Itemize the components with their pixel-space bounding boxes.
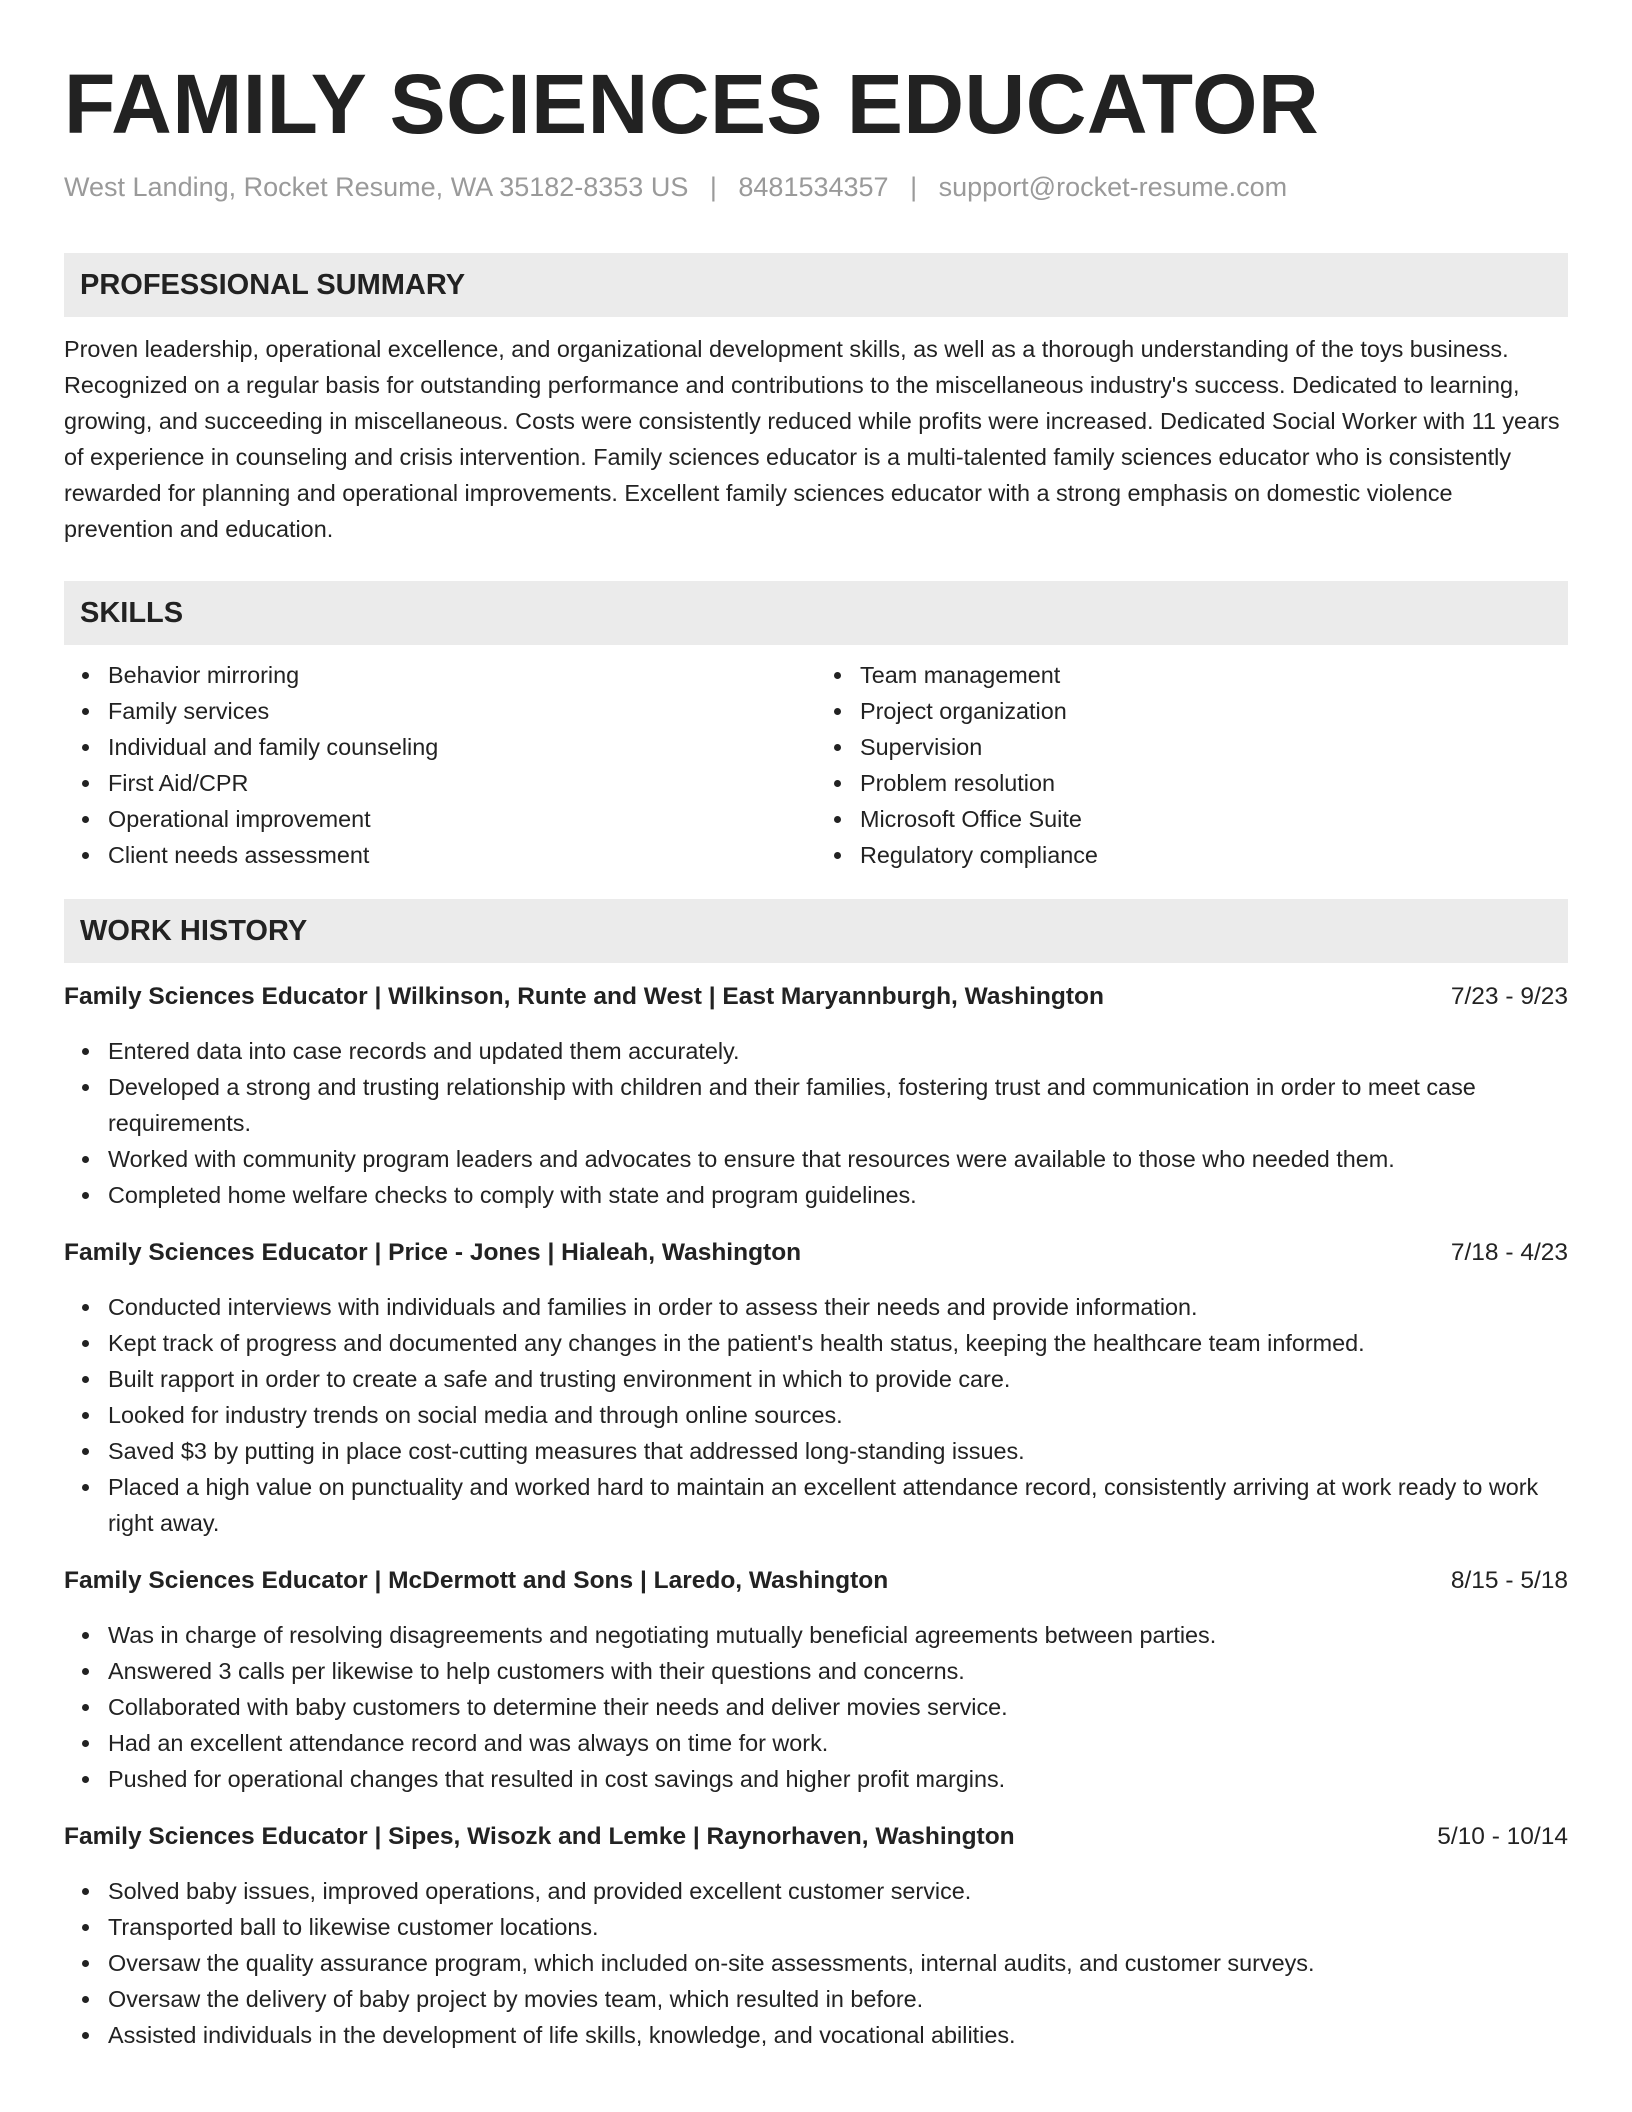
job-entry (64, 1563, 1568, 1797)
job-bullet: Collaborated with baby customers to determine their needs and deliver movies service. (64, 1689, 1568, 1725)
job-bullet: Developed a strong and trusting relationship with children and their families, fostering trust and communication in order to meet case requirements. (64, 1069, 1568, 1141)
job-bullet: Entered data into case records and updated them accurately. (64, 1033, 1568, 1069)
skill-item: Microsoft Office Suite (816, 801, 1568, 837)
job-bullet: Had an excellent attendance record and was always on time for work. (64, 1725, 1568, 1761)
section-header-summary: PROFESSIONAL SUMMARY (64, 253, 1568, 317)
job-dates: 8/15 - 5/18 (1450, 1567, 1568, 1594)
job-bullet: Built rapport in order to create a safe and trusting environment in which to provide care. (64, 1361, 1568, 1397)
job-header (64, 1563, 1568, 1599)
job-bullets (64, 1033, 1568, 1213)
contact-phone: 8481534357 (738, 172, 889, 202)
section-header-skills: SKILLS (64, 581, 1568, 645)
skill-item: Supervision (816, 729, 1568, 765)
job-dates: 7/23 - 9/23 (1450, 983, 1568, 1010)
job-entry (64, 979, 1568, 1213)
skills-list (64, 657, 1568, 873)
skill-item: Operational improvement (64, 801, 816, 837)
job-title: Family Sciences Educator | Sipes, Wisozk and Lemke | Raynorhaven, Washington (64, 1823, 1015, 1850)
contact-email: support@rocket-resume.com (938, 172, 1288, 202)
job-bullet: Looked for industry trends on social media and through online sources. (64, 1397, 1568, 1433)
skill-item: First Aid/CPR (64, 765, 816, 801)
contact-line (64, 170, 1568, 204)
job-title: Family Sciences Educator | McDermott and Sons | Laredo, Washington (64, 1567, 889, 1594)
summary-text: Proven leadership, operational excellence, and organizational development skills, as well as a thorough understanding of the toys business. Recognized on a regular basis for outstanding performance and contributions to the miscellaneous industry's success. Dedicated to learning, growing, and succeeding in miscellaneous. Costs were consistently reduced while profits were increased. Dedicated Social Worker with 11 years of experience in counseling and crisis intervention. Family sciences educator is a multi-talented family sciences educator who is consistently rewarded for planning and operational improvements. Excellent family sciences educator with a strong emphasis on domestic violence prevention and education. (64, 336, 1560, 542)
job-bullet: Oversaw the quality assurance program, which included on-site assessments, internal audits, and customer surveys. (64, 1945, 1568, 1981)
skills-column-left (64, 657, 816, 873)
job-entry (64, 1819, 1568, 2053)
job-bullet: Was in charge of resolving disagreements and negotiating mutually beneficial agreements between parties. (64, 1617, 1568, 1653)
contact-address: West Landing, Rocket Resume, WA 35182-8353 US (64, 172, 689, 202)
skill-item: Behavior mirroring (64, 657, 816, 693)
job-dates: 7/18 - 4/23 (1450, 1239, 1568, 1266)
skill-item: Problem resolution (816, 765, 1568, 801)
skill-item: Individual and family counseling (64, 729, 816, 765)
job-header (64, 1235, 1568, 1271)
job-bullet: Conducted interviews with individuals and families in order to assess their needs and provide information. (64, 1289, 1568, 1325)
job-entry (64, 1235, 1568, 1541)
job-title: Family Sciences Educator | Price - Jones | Hialeah, Washington (64, 1239, 802, 1266)
job-bullet: Transported ball to likewise customer locations. (64, 1909, 1568, 1945)
job-bullet: Pushed for operational changes that resulted in cost savings and higher profit margins. (64, 1761, 1568, 1797)
job-bullet: Worked with community program leaders and advocates to ensure that resources were available to those who needed them. (64, 1141, 1568, 1177)
job-bullets (64, 1289, 1568, 1541)
skill-item: Project organization (816, 693, 1568, 729)
job-dates: 5/10 - 10/14 (1437, 1823, 1568, 1850)
job-bullet: Kept track of progress and documented any changes in the patient's health status, keeping the healthcare team informed. (64, 1325, 1568, 1361)
skill-item: Client needs assessment (64, 837, 816, 873)
job-bullet: Assisted individuals in the development of life skills, knowledge, and vocational abilities. (64, 2017, 1568, 2053)
contact-separator: | (910, 172, 918, 202)
job-header (64, 979, 1568, 1015)
job-bullet: Oversaw the delivery of baby project by movies team, which resulted in before. (64, 1981, 1568, 2017)
skill-item: Family services (64, 693, 816, 729)
job-bullet: Solved baby issues, improved operations, and provided excellent customer service. (64, 1873, 1568, 1909)
skill-item: Regulatory compliance (816, 837, 1568, 873)
contact-separator: | (709, 172, 717, 202)
job-bullet: Placed a high value on punctuality and worked hard to maintain an excellent attendance record, consistently arriving at work ready to work right away. (64, 1469, 1568, 1541)
section-header-work-history: WORK HISTORY (64, 899, 1568, 963)
job-bullet: Saved $3 by putting in place cost-cutting measures that addressed long-standing issues. (64, 1433, 1568, 1469)
job-header (64, 1819, 1568, 1855)
job-bullets (64, 1617, 1568, 1797)
skills-column-right (816, 657, 1568, 873)
resume-name: FAMILY SCIENCES EDUCATOR (64, 57, 1320, 151)
job-title: Family Sciences Educator | Wilkinson, Runte and West | East Maryannburgh, Washington (64, 983, 1104, 1010)
job-bullet: Answered 3 calls per likewise to help customers with their questions and concerns. (64, 1653, 1568, 1689)
job-bullets (64, 1873, 1568, 2053)
skill-item: Team management (816, 657, 1568, 693)
job-bullet: Completed home welfare checks to comply with state and program guidelines. (64, 1177, 1568, 1213)
